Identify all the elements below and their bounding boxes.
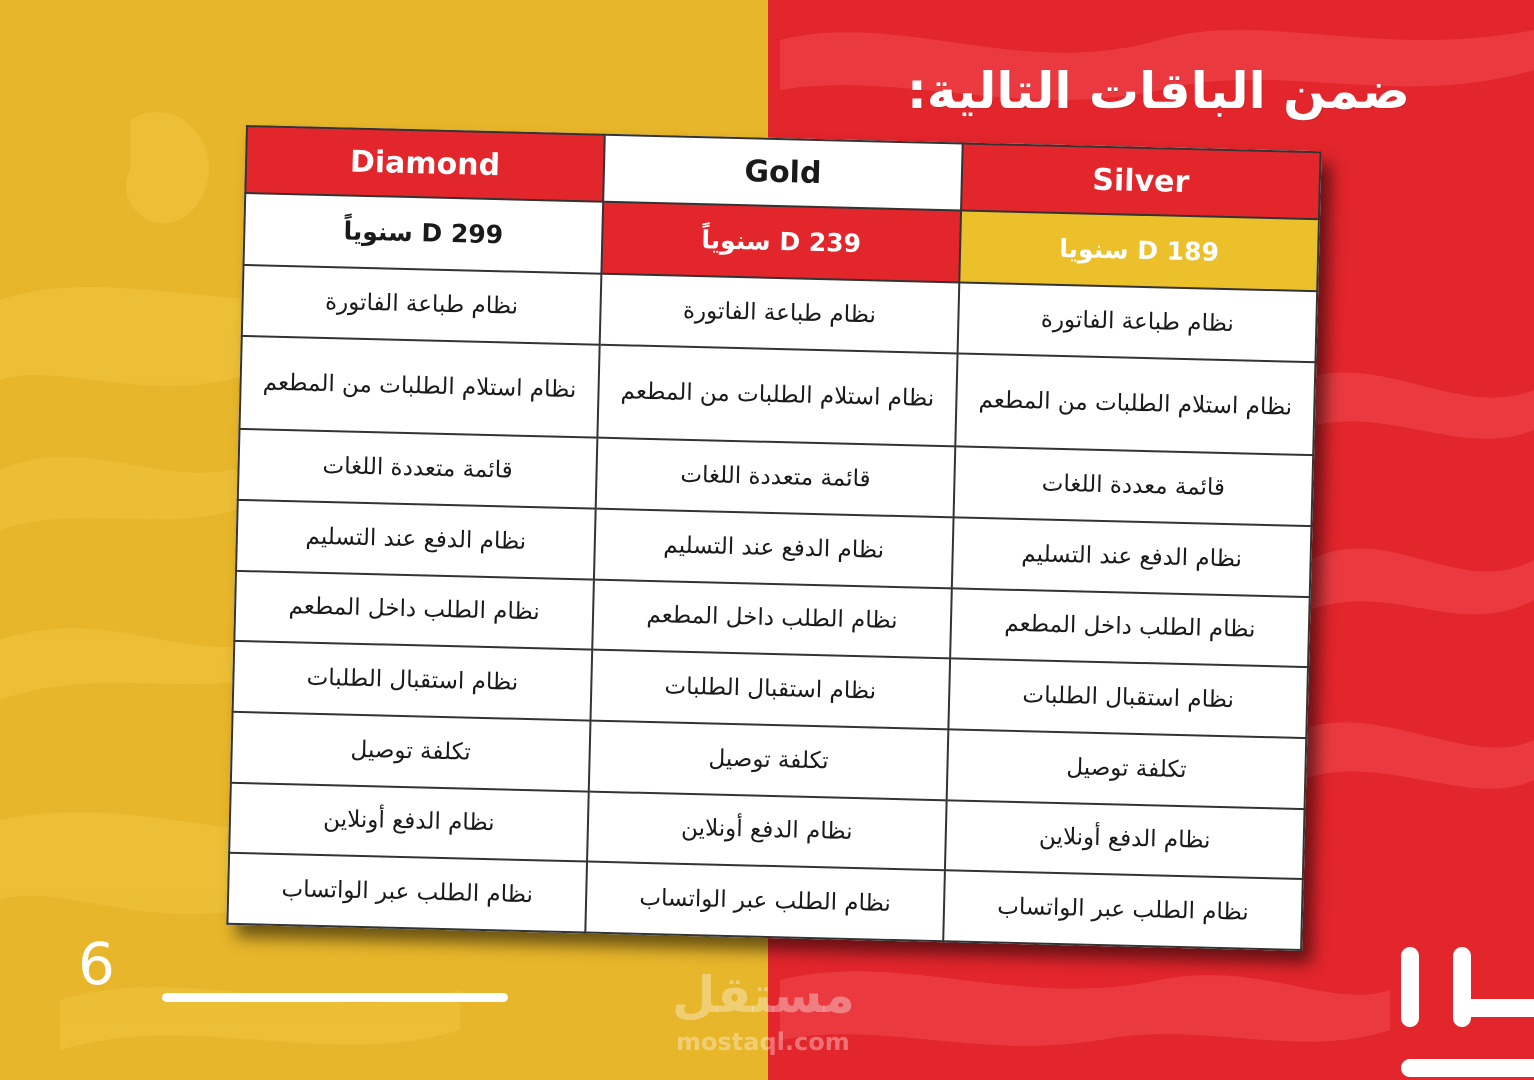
- feature-cell: نظام الطلب داخل المطعم: [592, 579, 952, 658]
- feature-cell: نظام الدفع عند التسليم: [236, 500, 596, 579]
- feature-cell: نظام طباعة الفاتورة: [600, 274, 960, 353]
- brand-logo-icon: [1392, 938, 1534, 1080]
- feature-cell: قائمة متعددة اللغات: [596, 438, 956, 517]
- feature-cell: نظام استقبال الطلبات: [590, 650, 950, 729]
- feature-cell: نظام الدفع أونلاين: [587, 791, 947, 870]
- plan-name-silver: Silver: [961, 143, 1321, 218]
- plan-price-gold: D 239 سنوياً: [601, 201, 961, 282]
- feature-cell: نظام الدفع عند التسليم: [952, 517, 1312, 596]
- plan-price-silver: D 189 سنويا: [959, 210, 1319, 291]
- feature-cell: نظام طباعة الفاتورة: [242, 265, 602, 344]
- feature-cell: نظام الطلب عبر الواتساب: [227, 853, 587, 932]
- feature-cell: نظام استقبال الطلبات: [948, 659, 1308, 738]
- feature-cell: نظام استلام الطلبات من المطعم: [239, 336, 599, 438]
- feature-cell: قائمة معددة اللغات: [954, 447, 1314, 526]
- feature-cell: نظام الطلب داخل المطعم: [234, 571, 594, 650]
- watermark-arabic: مستقل: [672, 966, 855, 1024]
- watermark-url: mostaql.com: [676, 1028, 850, 1056]
- plan-price-diamond: D 299 سنوياً: [244, 192, 604, 273]
- feature-cell: نظام استلام الطلبات من المطعم: [597, 345, 957, 447]
- feature-cell: نظام الطلب داخل المطعم: [950, 588, 1310, 667]
- plans-table-card: [226, 125, 1321, 951]
- feature-cell: نظام الدفع أونلاين: [229, 782, 589, 861]
- plans-table: [226, 125, 1321, 951]
- feature-cell: نظام استلام الطلبات من المطعم: [955, 353, 1315, 455]
- feature-cell: قائمة متعددة اللغات: [238, 429, 598, 508]
- feature-cell: نظام استقبال الطلبات: [233, 641, 593, 720]
- feature-cell: نظام الطلب عبر الواتساب: [585, 862, 945, 941]
- feature-cell: نظام الدفع أونلاين: [945, 800, 1305, 879]
- feature-cell: تكلفة توصيل: [231, 712, 591, 791]
- feature-cell: تكلفة توصيل: [589, 721, 949, 800]
- plan-name-diamond: Diamond: [245, 126, 605, 201]
- feature-cell: نظام طباعة الفاتورة: [958, 283, 1318, 362]
- page-heading: ضمن الباقات التالية:: [906, 62, 1410, 120]
- page-number: 6: [78, 930, 115, 998]
- feature-cell: نظام الدفع عند التسليم: [594, 509, 954, 588]
- page-number-underline: [162, 993, 508, 1002]
- feature-cell: تكلفة توصيل: [947, 729, 1307, 808]
- plan-name-gold: Gold: [603, 135, 963, 210]
- feature-cell: نظام الطلب عبر الواتساب: [943, 871, 1303, 950]
